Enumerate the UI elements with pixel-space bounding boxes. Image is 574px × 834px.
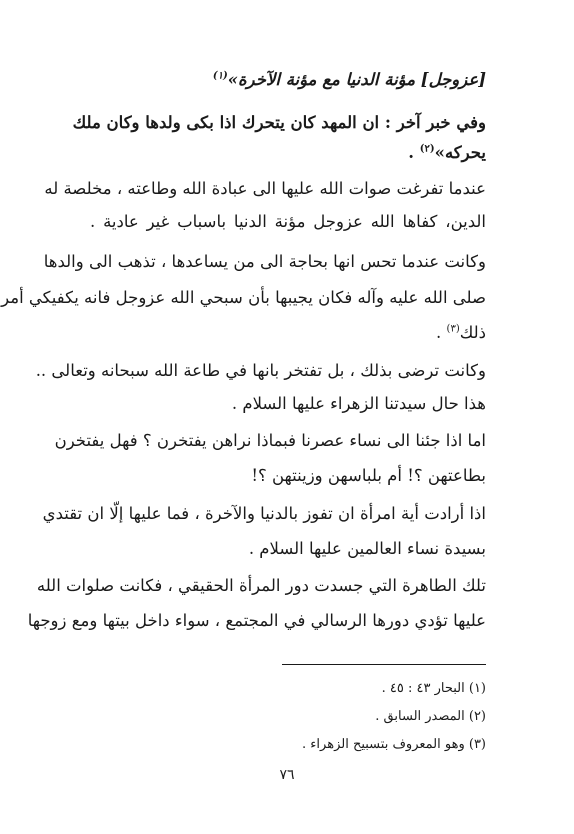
- footnote-ref-1: (١): [212, 70, 228, 82]
- body-line-12: اذا أرادت أية امرأة ان تفوز بالدنيا والآخرة ، فما عليها إلّا ان تقتدي: [42, 504, 486, 523]
- body-line-13: بسيدة نساء العالمين عليها السلام .: [248, 539, 486, 558]
- body-line-8: وكانت ترضى بذلك ، بل تفتخر بانها في طاعة الله سبحانه وتعالى ..: [35, 361, 486, 380]
- body-line-15: عليها تؤدي دورها الرسالي في المجتمع ، سواء داخل بيتها ومع زوجها: [27, 611, 486, 630]
- line-tail: .: [436, 323, 442, 342]
- body-line-9: هذا حال سيدتنا الزهراء عليها السلام .: [231, 394, 486, 413]
- body-line-1: وفي خبر آخر : ان المهد كان يتحرك اذا بكى ولدها وكان ملك: [72, 113, 486, 132]
- footnote-ref-3: (٣): [446, 323, 460, 335]
- line-tail: .: [408, 143, 415, 162]
- body-line-11: بطاعتهن ؟! أم بلباسهن وزينتهن ؟!: [251, 466, 486, 485]
- footnote-3: (٣) وهو المعروف بتسبيح الزهراء .: [302, 737, 486, 752]
- body-line-7: [90, 322, 486, 344]
- footnote-2: (٢) المصدر السابق .: [375, 709, 486, 724]
- line-text: ذلك: [459, 323, 486, 342]
- section-heading: [90, 69, 486, 91]
- body-line-14: تلك الطاهرة التي جسدت دور المرأة الحقيقي ، فكانت صلوات الله: [36, 576, 486, 595]
- body-line-5: وكانت عندما تحس انها بحاجة الى من يساعدها ، تذهب الى والدها: [43, 252, 486, 271]
- body-line-4: الدين، كفاها الله عزوجل مؤنة الدنيا باسباب غير عادية .: [90, 212, 486, 231]
- footnote-ref-2: (٢): [419, 143, 435, 155]
- heading-text: [عزوجل] مؤنة الدنيا مع مؤنة الآخرة»: [227, 70, 486, 89]
- footnote-separator: [282, 664, 486, 665]
- footnote-1: (١) البحار ٤٣ : ٤٥ .: [381, 681, 486, 696]
- line-text: يحركه»: [434, 143, 486, 162]
- body-line-3: عندما تفرغت صوات الله عليها الى عبادة الله وطاعته ، مخلصة له: [44, 179, 486, 198]
- body-line-2: [90, 142, 486, 164]
- body-line-10: اما اذا جئنا الى نساء عصرنا فبماذا نراهن يفتخرن ؟ فهل يفتخرن: [54, 431, 486, 450]
- body-line-6: صلى الله عليه وآله فكان يجيبها بأن سبحي الله عزوجل فانه يكفيكي أمر: [1, 288, 486, 307]
- page-number: ٧٦: [279, 767, 295, 783]
